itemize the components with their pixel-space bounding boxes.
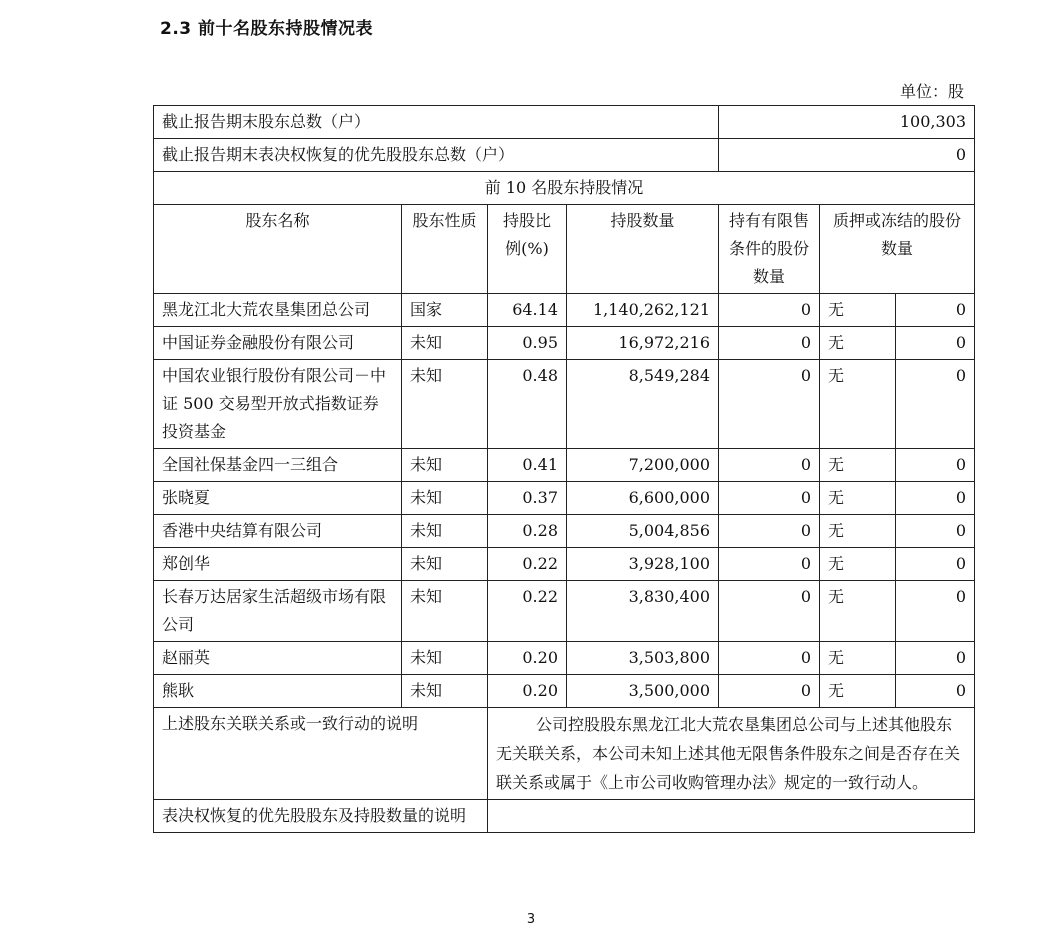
table-row: [154, 482, 975, 515]
shareholder-quantity: 3,503,800: [567, 642, 719, 675]
section-title: 2.3 前十名股东持股情况表: [160, 19, 374, 39]
shareholder-name: 长春万达居家生活超级市场有限公司: [154, 581, 402, 642]
preferred-note-label: 表决权恢复的优先股股东及持股数量的说明: [154, 800, 488, 833]
summary-preferred-value: 0: [719, 139, 975, 172]
pledge-status: 无: [820, 327, 896, 360]
top10-caption-row: [154, 172, 975, 205]
shareholder-nature: 未知: [402, 515, 488, 548]
shareholder-restricted: 0: [719, 548, 820, 581]
shareholder-name: 中国证券金融股份有限公司: [154, 327, 402, 360]
shareholder-ratio: 0.48: [488, 360, 567, 449]
pledge-quantity: 0: [896, 515, 975, 548]
shareholder-restricted: 0: [719, 482, 820, 515]
pledge-quantity: 0: [896, 642, 975, 675]
table-row: [154, 294, 975, 327]
shareholder-quantity: 7,200,000: [567, 449, 719, 482]
table-row: [154, 360, 975, 449]
pledge-quantity: 0: [896, 548, 975, 581]
header-row: [154, 205, 975, 294]
shareholder-quantity: 16,972,216: [567, 327, 719, 360]
shareholder-name: 赵丽英: [154, 642, 402, 675]
summary-preferred-label: 截止报告期末表决权恢复的优先股股东总数（户）: [154, 139, 719, 172]
shareholder-nature: 未知: [402, 675, 488, 708]
shareholder-nature: 国家: [402, 294, 488, 327]
shareholder-nature: 未知: [402, 360, 488, 449]
pledge-status: 无: [820, 515, 896, 548]
shareholder-name: 香港中央结算有限公司: [154, 515, 402, 548]
pledge-quantity: 0: [896, 675, 975, 708]
shareholder-name: 黑龙江北大荒农垦集团总公司: [154, 294, 402, 327]
pledge-status: 无: [820, 360, 896, 449]
shareholder-quantity: 3,830,400: [567, 581, 719, 642]
shareholder-nature: 未知: [402, 482, 488, 515]
table-row: [154, 515, 975, 548]
shareholder-restricted: 0: [719, 581, 820, 642]
pledge-status: 无: [820, 482, 896, 515]
header-name: 股东名称: [154, 205, 402, 294]
pledge-status: 无: [820, 548, 896, 581]
shareholder-quantity: 1,140,262,121: [567, 294, 719, 327]
relation-row: [154, 708, 975, 800]
header-restricted: 持有有限售条件的股份数量: [719, 205, 820, 294]
pledge-status: 无: [820, 642, 896, 675]
shareholder-restricted: 0: [719, 675, 820, 708]
shareholder-name: 张晓夏: [154, 482, 402, 515]
shareholder-quantity: 6,600,000: [567, 482, 719, 515]
shareholder-restricted: 0: [719, 327, 820, 360]
table-row: [154, 327, 975, 360]
table-row: [154, 449, 975, 482]
shareholder-ratio: 0.20: [488, 675, 567, 708]
shareholder-name: 中国农业银行股份有限公司－中证 500 交易型开放式指数证券投资基金: [154, 360, 402, 449]
page-number: 3: [526, 912, 536, 927]
preferred-note-row: [154, 800, 975, 833]
pledge-status: 无: [820, 294, 896, 327]
unit-label: 单位：股: [899, 82, 964, 101]
shareholder-ratio: 64.14: [488, 294, 567, 327]
shareholder-nature: 未知: [402, 642, 488, 675]
pledge-status: 无: [820, 449, 896, 482]
pledge-quantity: 0: [896, 482, 975, 515]
table-row: [154, 642, 975, 675]
shareholder-quantity: 8,549,284: [567, 360, 719, 449]
shareholder-nature: 未知: [402, 449, 488, 482]
shareholder-nature: 未知: [402, 581, 488, 642]
shareholder-ratio: 0.22: [488, 581, 567, 642]
shareholder-restricted: 0: [719, 360, 820, 449]
shareholder-ratio: 0.20: [488, 642, 567, 675]
summary-row-preferred: [154, 139, 975, 172]
shareholder-name: 熊耿: [154, 675, 402, 708]
summary-total-label: 截止报告期末股东总数（户）: [154, 106, 719, 139]
header-pledge: 质押或冻结的股份数量: [820, 205, 975, 294]
shareholder-quantity: 3,500,000: [567, 675, 719, 708]
shareholder-ratio: 0.95: [488, 327, 567, 360]
pledge-quantity: 0: [896, 327, 975, 360]
summary-row-total: [154, 106, 975, 139]
shareholder-name: 郑创华: [154, 548, 402, 581]
shareholder-nature: 未知: [402, 327, 488, 360]
preferred-note-text: [488, 800, 975, 833]
shareholder-name: 全国社保基金四一三组合: [154, 449, 402, 482]
shareholder-ratio: 0.37: [488, 482, 567, 515]
relation-label: 上述股东关联关系或一致行动的说明: [154, 708, 488, 800]
relation-text: 公司控股股东黑龙江北大荒农垦集团总公司与上述其他股东无关联关系，本公司未知上述其他无限售条件股东之间是否存在关联关系或属于《上市公司收购管理办法》规定的一致行动人。: [488, 708, 975, 800]
pledge-status: 无: [820, 581, 896, 642]
shareholder-table: [153, 105, 975, 833]
pledge-quantity: 0: [896, 360, 975, 449]
header-ratio: 持股比例(%): [488, 205, 567, 294]
header-quantity: 持股数量: [567, 205, 719, 294]
shareholder-restricted: 0: [719, 515, 820, 548]
shareholder-ratio: 0.22: [488, 548, 567, 581]
table-row: [154, 548, 975, 581]
shareholder-quantity: 3,928,100: [567, 548, 719, 581]
shareholder-nature: 未知: [402, 548, 488, 581]
pledge-quantity: 0: [896, 449, 975, 482]
shareholder-ratio: 0.41: [488, 449, 567, 482]
pledge-quantity: 0: [896, 294, 975, 327]
table-row: [154, 581, 975, 642]
header-nature: 股东性质: [402, 205, 488, 294]
summary-total-value: 100,303: [719, 106, 975, 139]
shareholder-quantity: 5,004,856: [567, 515, 719, 548]
top10-caption: 前 10 名股东持股情况: [154, 172, 975, 205]
shareholder-restricted: 0: [719, 642, 820, 675]
shareholder-restricted: 0: [719, 449, 820, 482]
pledge-status: 无: [820, 675, 896, 708]
shareholder-restricted: 0: [719, 294, 820, 327]
pledge-quantity: 0: [896, 581, 975, 642]
shareholder-ratio: 0.28: [488, 515, 567, 548]
table-row: [154, 675, 975, 708]
